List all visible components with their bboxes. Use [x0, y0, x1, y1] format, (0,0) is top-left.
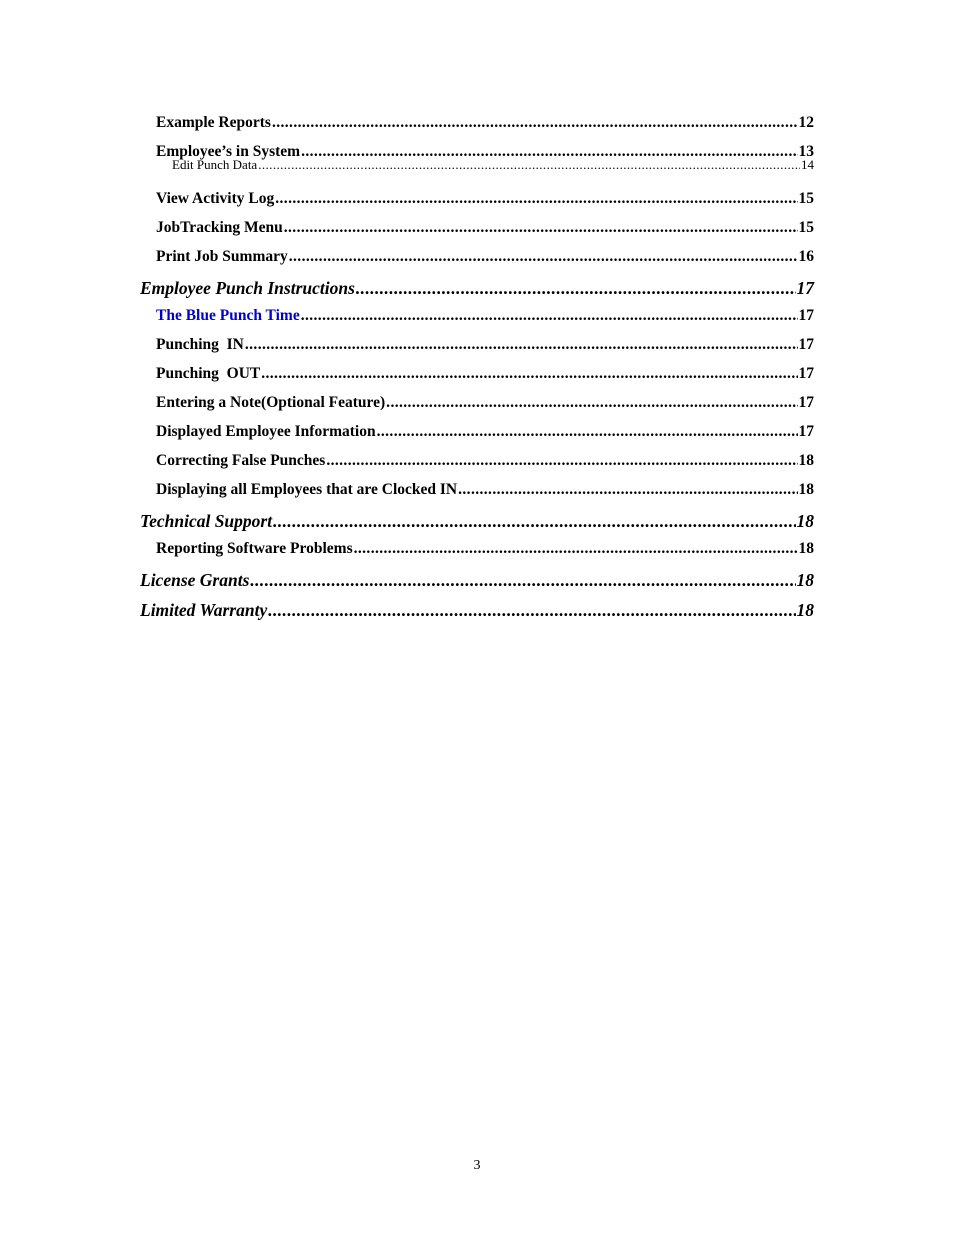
- toc-entry-title: JobTracking Menu: [156, 219, 283, 236]
- toc-entry[interactable]: [140, 215, 814, 244]
- toc-section-entry[interactable]: [140, 273, 814, 303]
- toc-leader-dots: [272, 110, 798, 136]
- toc-entry-page: 16: [798, 248, 814, 265]
- toc-entry-page: 17: [798, 336, 814, 353]
- toc-entry-title: Limited Warranty: [140, 600, 268, 620]
- toc-entry-title: Edit Punch Data: [172, 157, 258, 172]
- toc-entry-page: 18: [796, 570, 814, 590]
- toc-entry[interactable]: [140, 419, 814, 448]
- toc-leader-dots: [261, 361, 797, 387]
- toc-entry-page: 17: [798, 423, 814, 440]
- toc-section-entry[interactable]: [140, 506, 814, 536]
- toc-section-entry[interactable]: [140, 565, 814, 595]
- toc-entry-page: 18: [796, 600, 814, 620]
- toc-entry-title: Punching OUT: [156, 365, 261, 382]
- toc-leader-dots: [326, 448, 797, 474]
- toc-leader-dots: [386, 390, 797, 416]
- toc-leader-dots: [354, 536, 798, 562]
- toc-entry-page: 17: [798, 394, 814, 411]
- toc-entry[interactable]: [140, 110, 814, 139]
- toc-entry[interactable]: [140, 186, 814, 215]
- toc-entry-title: Entering a Note(Optional Feature): [156, 394, 386, 411]
- toc-entry[interactable]: [140, 244, 814, 273]
- toc-leader-dots: [356, 273, 796, 303]
- toc-leader-dots: [250, 565, 795, 595]
- toc-entry-title: Displaying all Employees that are Clocked IN: [156, 481, 458, 498]
- toc-leader-dots: [275, 186, 797, 212]
- toc-entry-page: 18: [798, 481, 814, 498]
- toc-entry-page: 17: [798, 365, 814, 382]
- toc-entry[interactable]: [140, 477, 814, 506]
- toc-section-entry[interactable]: [140, 595, 814, 625]
- page-number: 3: [473, 1158, 481, 1173]
- toc-entry-page: 18: [798, 452, 814, 469]
- toc-entry-title: Technical Support: [140, 511, 273, 531]
- toc-entry-title: Displayed Employee Information: [156, 423, 376, 440]
- toc-leader-dots: [377, 419, 798, 445]
- toc-leader-dots: [245, 332, 798, 358]
- toc-leader-dots: [284, 215, 798, 241]
- toc-entry[interactable]: [140, 332, 814, 361]
- toc-leader-dots: [258, 158, 800, 172]
- toc-entry-title: Print Job Summary: [156, 248, 288, 265]
- toc-entry-title: Punching IN: [156, 336, 244, 353]
- toc-entry[interactable]: [140, 536, 814, 565]
- toc-leader-dots: [301, 303, 798, 329]
- toc-entry-title: The Blue Punch Time: [156, 307, 300, 324]
- toc-entry-title: Employee’s in System: [156, 143, 301, 160]
- toc-entry[interactable]: [140, 390, 814, 419]
- toc-entry-page: 13: [798, 143, 814, 160]
- toc-entry-page: 15: [798, 219, 814, 236]
- toc-entry-page: 12: [798, 114, 814, 131]
- toc-leader-dots: [268, 595, 795, 625]
- toc-leader-dots: [273, 506, 795, 536]
- toc-entry-page: 15: [798, 190, 814, 207]
- table-of-contents: [140, 110, 814, 625]
- toc-leader-dots: [289, 244, 798, 270]
- toc-entry-page: 18: [796, 511, 814, 531]
- toc-entry-page: 14: [801, 157, 814, 172]
- toc-entry-title: License Grants: [140, 570, 250, 590]
- toc-entry-page: 17: [796, 278, 814, 298]
- toc-entry-title: View Activity Log: [156, 190, 275, 207]
- toc-entry-page: 17: [798, 307, 814, 324]
- toc-entry[interactable]: [140, 158, 814, 176]
- toc-entry[interactable]: [140, 361, 814, 390]
- toc-entry-page: 18: [798, 540, 814, 557]
- toc-entry[interactable]: [140, 303, 814, 332]
- toc-entry-title: Employee Punch Instructions: [140, 278, 355, 298]
- toc-leader-dots: [458, 477, 797, 503]
- toc-entry[interactable]: [140, 448, 814, 477]
- toc-entry-title: Example Reports: [156, 114, 271, 131]
- toc-entry-title: Correcting False Punches: [156, 452, 326, 469]
- toc-entry-title: Reporting Software Problems: [156, 540, 353, 557]
